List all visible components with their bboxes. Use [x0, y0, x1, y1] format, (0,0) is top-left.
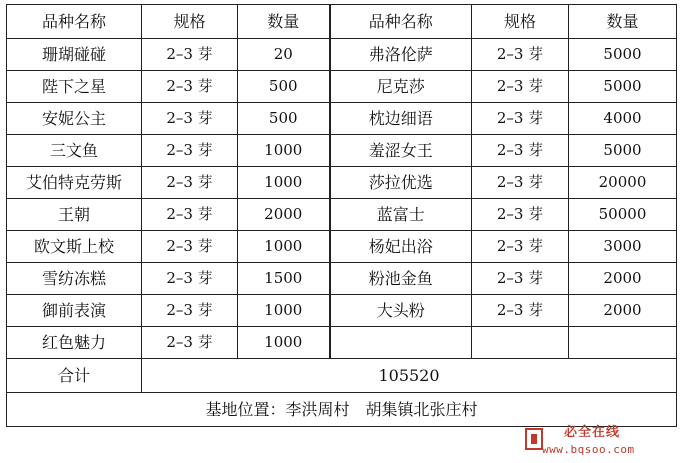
- header-cell: 数量: [238, 5, 330, 39]
- header-cell: 品种名称: [7, 5, 142, 39]
- spec-cell: 2–3 芽: [142, 71, 238, 103]
- variety-name-cell: 红色魅力: [7, 327, 142, 359]
- total-value: 105520: [142, 359, 677, 393]
- spec-cell: 2–3 芽: [142, 103, 238, 135]
- table-row: [7, 103, 677, 135]
- spec-cell: 2–3 芽: [472, 167, 569, 199]
- spec-cell: 2–3 芽: [142, 295, 238, 327]
- variety-name-cell: 陛下之星: [7, 71, 142, 103]
- spec-cell: 2–3 芽: [142, 327, 238, 359]
- spec-cell: 2–3 芽: [472, 39, 569, 71]
- quantity-cell: 1000: [238, 327, 330, 359]
- quantity-cell: 5000: [569, 71, 677, 103]
- table-row: [7, 71, 677, 103]
- quantity-cell: [569, 327, 677, 359]
- variety-name-cell: 王朝: [7, 199, 142, 231]
- variety-name-cell: 枕边细语: [330, 103, 472, 135]
- quantity-cell: 5000: [569, 39, 677, 71]
- quantity-cell: 50000: [569, 199, 677, 231]
- watermark-text: 必全在线: [564, 425, 621, 440]
- variety-name-cell: 弗洛伦萨: [330, 39, 472, 71]
- quantity-cell: 1000: [238, 135, 330, 167]
- total-row: [7, 359, 677, 393]
- spec-cell: 2–3 芽: [472, 199, 569, 231]
- header-cell: 数量: [569, 5, 677, 39]
- table-row: [7, 39, 677, 71]
- spec-cell: 2–3 芽: [472, 71, 569, 103]
- variety-name-cell: 欧文斯上校: [7, 231, 142, 263]
- table-row: [7, 135, 677, 167]
- quantity-cell: 1000: [238, 295, 330, 327]
- variety-name-cell: 尼克莎: [330, 71, 472, 103]
- table-row: [7, 231, 677, 263]
- spec-cell: 2–3 芽: [142, 167, 238, 199]
- header-cell: 品种名称: [330, 5, 472, 39]
- spec-cell: 2–3 芽: [142, 135, 238, 167]
- spec-cell: 2–3 芽: [472, 231, 569, 263]
- variety-name-cell: 安妮公主: [7, 103, 142, 135]
- quantity-cell: 500: [238, 103, 330, 135]
- table-row: [7, 263, 677, 295]
- variety-name-cell: 粉池金鱼: [330, 263, 472, 295]
- header-cell: 规格: [142, 5, 238, 39]
- spec-cell: 2–3 芽: [142, 263, 238, 295]
- quantity-cell: 2000: [569, 295, 677, 327]
- variety-name-cell: 莎拉优选: [330, 167, 472, 199]
- site-watermark: [524, 421, 684, 461]
- spec-cell: 2–3 芽: [142, 199, 238, 231]
- variety-name-cell: 三文鱼: [7, 135, 142, 167]
- quantity-cell: 1000: [238, 231, 330, 263]
- total-label: 合计: [7, 359, 142, 393]
- spec-cell: [472, 327, 569, 359]
- variety-name-cell: 艾伯特克劳斯: [7, 167, 142, 199]
- variety-name-cell: 御前表演: [7, 295, 142, 327]
- variety-name-cell: 雪纺冻糕: [7, 263, 142, 295]
- variety-name-cell: 羞涩女王: [330, 135, 472, 167]
- spec-cell: 2–3 芽: [472, 263, 569, 295]
- spec-cell: 2–3 芽: [142, 231, 238, 263]
- variety-table: [6, 4, 677, 427]
- quantity-cell: 2000: [238, 199, 330, 231]
- quantity-cell: 20000: [569, 167, 677, 199]
- spec-cell: 2–3 芽: [472, 295, 569, 327]
- variety-name-cell: 蓝富士: [330, 199, 472, 231]
- variety-name-cell: [330, 327, 472, 359]
- quantity-cell: 1500: [238, 263, 330, 295]
- quantity-cell: 1000: [238, 167, 330, 199]
- quantity-cell: 2000: [569, 263, 677, 295]
- variety-name-cell: 杨妃出浴: [330, 231, 472, 263]
- base-location-text: 基地位置：李洪周村 胡集镇北张庄村: [7, 393, 677, 427]
- variety-name-cell: 珊瑚碰碰: [7, 39, 142, 71]
- quantity-cell: 20: [238, 39, 330, 71]
- table-row: [7, 199, 677, 231]
- quantity-cell: 3000: [569, 231, 677, 263]
- spec-cell: 2–3 芽: [142, 39, 238, 71]
- table-row: [7, 295, 677, 327]
- watermark-url: www.bqsoo.com: [542, 443, 635, 456]
- variety-name-cell: 大头粉: [330, 295, 472, 327]
- spec-cell: 2–3 芽: [472, 103, 569, 135]
- quantity-cell: 5000: [569, 135, 677, 167]
- header-cell: 规格: [472, 5, 569, 39]
- spec-cell: 2–3 芽: [472, 135, 569, 167]
- quantity-cell: 500: [238, 71, 330, 103]
- table-row: [7, 327, 677, 359]
- quantity-cell: 4000: [569, 103, 677, 135]
- header-row: [7, 5, 677, 39]
- table-row: [7, 167, 677, 199]
